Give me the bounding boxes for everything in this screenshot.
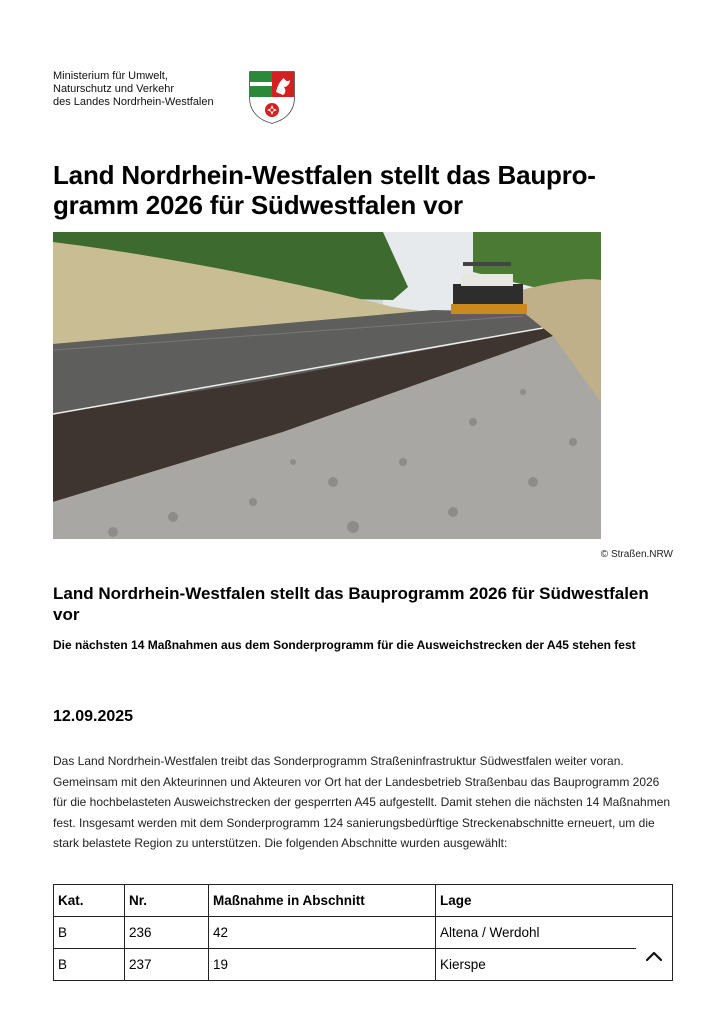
cell-location: Kierspe — [436, 949, 673, 981]
cell-category: B — [54, 917, 125, 949]
chevron-up-icon — [645, 950, 663, 962]
publication-date: 12.09.2025 — [53, 708, 134, 725]
page-title: Land Nordrhein-Westfalen stellt das Baupro-gramm 2026 für Südwestfalen vor — [53, 160, 596, 220]
article-body: Das Land Nordrhein-Westfalen treibt das Sonderprogramm Straßeninfrastruktur Südwestfalen weiter voran. Gemeinsam mit den Akteurinnen und Akteuren vor Ort hat der Landesbetrieb Straßenbau das Bauprogramm 2026 für die hochbelasteten Ausweichstrecken der gesperrten A45 aufgestellt. Damit stehen die nächsten 14 Maßnahmen fest. Insgesamt werden mit dem Sonderprogramm 124 sanierungsbedürftige Streckenabschnitte erneuert, um die stark belastete Region zu unterstützen. Die folgenden Abschnitte wurden ausgewählt: — [53, 754, 671, 850]
column-header-number: Nr. — [125, 885, 209, 917]
cell-number: 236 — [125, 917, 209, 949]
table-header-row — [54, 885, 673, 917]
measures-table — [53, 884, 673, 981]
road-construction-photo — [53, 232, 601, 539]
cell-measure: 19 — [209, 949, 436, 981]
ministry-line: Ministerium für Umwelt, — [53, 70, 168, 82]
ministry-line: Naturschutz und Verkehr — [53, 83, 175, 95]
table-row — [54, 949, 673, 981]
cell-number: 237 — [125, 949, 209, 981]
cell-location: Altena / Werdohl — [436, 917, 673, 949]
image-credit: © Straßen.NRW — [600, 549, 673, 560]
cell-category: B — [54, 949, 125, 981]
ministry-name — [53, 70, 214, 109]
article-teaser: Die nächsten 14 Maßnahmen aus dem Sonderprogramm für die Ausweichstrecken der A45 stehen fest — [53, 638, 636, 652]
nrw-coat-of-arms-icon — [248, 70, 296, 124]
column-header-location: Lage — [436, 885, 673, 917]
ministry-line: des Landes Nordrhein-Westfalen — [53, 96, 214, 108]
column-header-measure: Maßnahme in Abschnitt — [209, 885, 436, 917]
cell-measure: 42 — [209, 917, 436, 949]
column-header-category: Kat. — [54, 885, 125, 917]
article-subheadline: Land Nordrhein-Westfalen stellt das Bauprogramm 2026 für Südwestfalen vor — [53, 584, 649, 624]
table-row — [54, 917, 673, 949]
scroll-to-top-button[interactable] — [636, 941, 672, 971]
